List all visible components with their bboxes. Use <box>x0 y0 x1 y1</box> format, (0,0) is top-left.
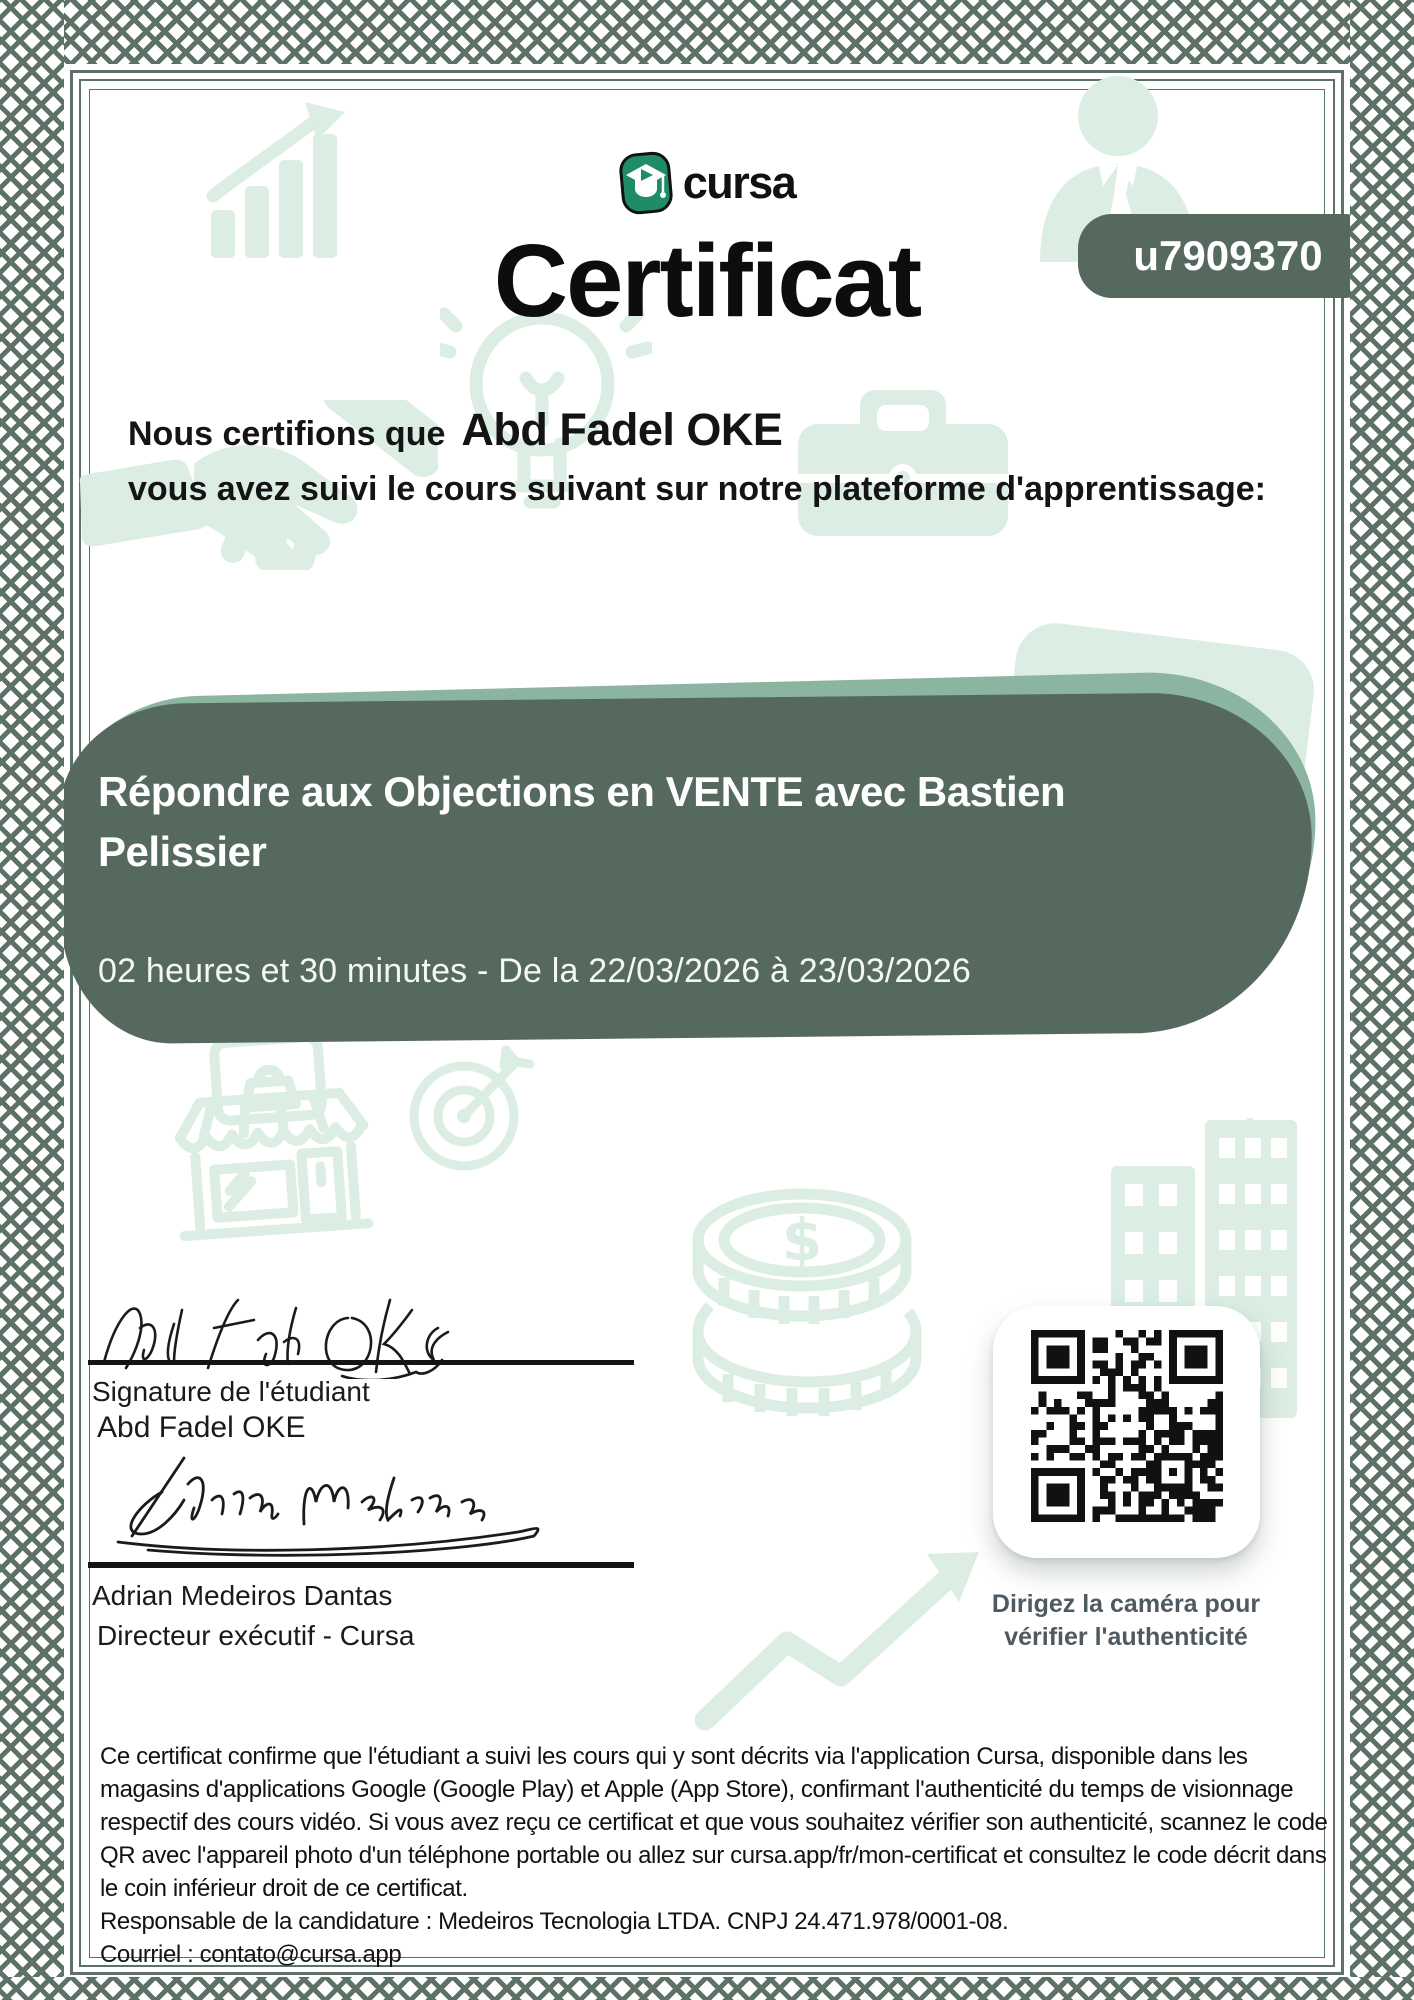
intro-block <box>128 404 1266 509</box>
student-signature-name: Abd Fadel OKE <box>97 1411 306 1444</box>
certificate-code: u7909370 <box>1133 232 1323 279</box>
footer-paragraph: Ce certificat confirme que l'étudiant a suivi les cours qui y sont décrits via l'application Cursa, disponible dans les magasins d'applications Google (Google Play) et Apple (App Store), confirmant l'authenticité du temps de visionnage respectif des cours vidéo. Si vous avez reçu ce certificat et que vous souhaitez vérifier son authenticité, scannez le code QR avec l'appareil photo d'un téléphone portable ou allez sur cursa.app/fr/mon-certificat et consultez le code décrit dans le coin inférieur droit de ce certificat. <box>100 1743 1328 1902</box>
intro-prefix: Nous certifions que <box>128 415 446 453</box>
qr-caption <box>946 1588 1306 1654</box>
director-signature-line <box>88 1562 634 1568</box>
qr-caption-line2: vérifier l'authenticité <box>1004 1623 1248 1651</box>
storefront-icon <box>148 1036 388 1241</box>
footer-email: Courriel : contato@cursa.app <box>100 1941 402 1968</box>
growth-arrow-icon <box>695 1540 985 1735</box>
course-title: Répondre aux Objections en VENTE avec Bastien Pelissier <box>98 768 1066 875</box>
student-name: Abd Fadel OKE <box>461 404 783 455</box>
student-signature-label: Signature de l'étudiant <box>92 1376 370 1407</box>
director-name: Adrian Medeiros Dantas <box>92 1580 393 1611</box>
footer-legal <box>100 1740 1350 1971</box>
director-signature-script <box>88 1440 588 1570</box>
qr-caption-line1: Dirigez la caméra pour <box>991 1590 1261 1618</box>
brand-logo <box>0 150 1414 216</box>
brand-wordmark: cursa <box>682 157 796 208</box>
cursa-logo-icon <box>619 150 673 216</box>
border-pattern-bottom <box>0 1977 1414 2000</box>
target-icon <box>402 1038 537 1178</box>
border-pattern-right <box>1350 0 1414 2000</box>
qr-code <box>1031 1330 1223 1522</box>
border-pattern-left <box>0 0 64 2000</box>
intro-line2: vous avez suivi le cours suivant sur notre plateforme d'apprentissage: <box>128 470 1266 508</box>
svg-text:$: $ <box>781 1206 823 1274</box>
border-pattern-top <box>0 0 1414 64</box>
certificate-title: Certificat <box>493 223 921 338</box>
student-signature-line <box>88 1360 634 1365</box>
coins-icon <box>680 1178 926 1430</box>
footer-responsible: Responsable de la candidature : Medeiros Tecnologia LTDA. CNPJ 24.471.978/0001-08. <box>100 1908 1009 1935</box>
director-role: Directeur exécutif - Cursa <box>97 1620 415 1651</box>
course-schedule: 02 heures et 30 minutes - De la 22/03/2026 à 23/03/2026 <box>98 952 971 990</box>
